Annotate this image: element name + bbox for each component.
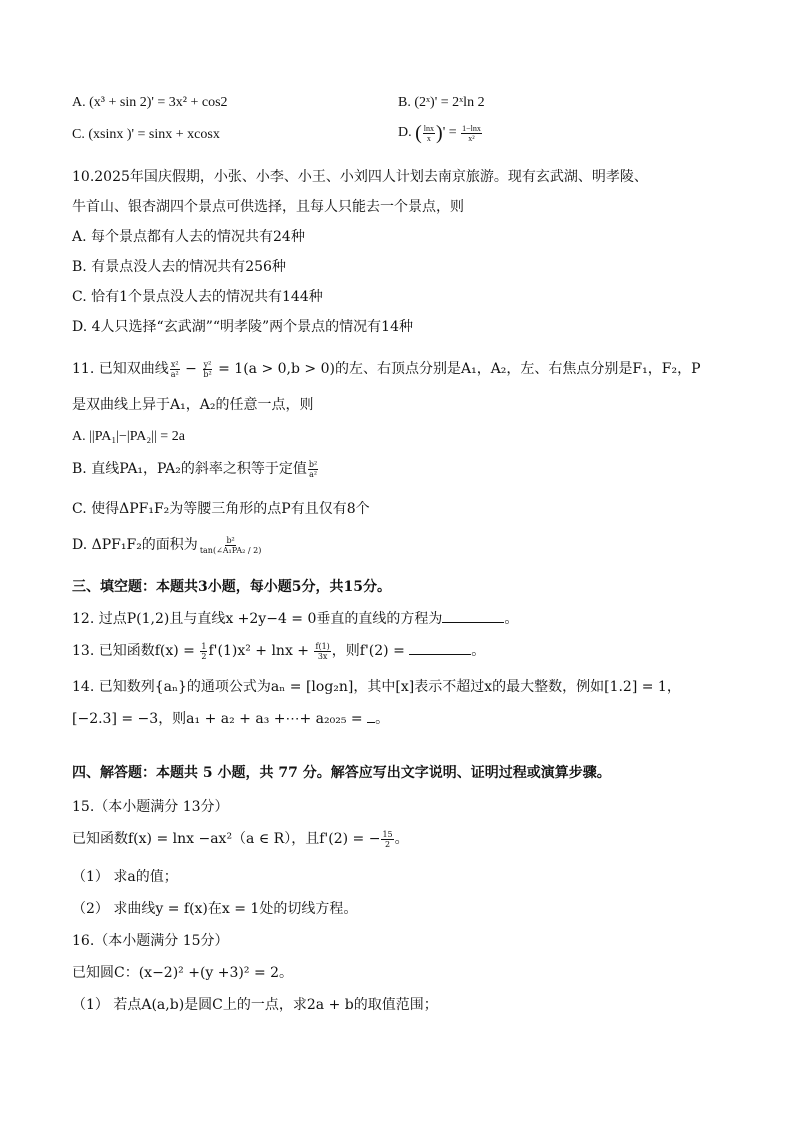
q9-option-a: A. (x³ + sin 2)' = 3x² + cos2 [72,95,228,110]
q9-d-fraction-right: $\frac{1-\ln x}{\text{x²}}$ [462,123,481,143]
section3-title: 三、填空题：本题共3小题，每小题5分，共15分。 [72,579,391,595]
q15-part1: （1） 求a的值； [72,869,178,885]
section4-title: 四、解答题：本题共 5 小题，共 77 分。解答应写出文字说明、证明过程或演算步骤。 [72,765,611,781]
q16-heading: 16.（本小题满分 15分） [72,933,229,949]
q9-option-b: B. (2ˣ)' = 2ˣln 2 [398,95,485,110]
q12-answer-blank [442,608,504,623]
q11-stem-line1: 11. 已知双曲线 $\frac{\text{x²}}{\text{a²}}$ − $\frac{\text{y²}}{\text{b²}}$ = 1(a > 0,b > 0)的左、右顶点分别是A₁，A₂，左、右焦点分别是F₁，F₂，P [72,359,701,379]
q16-stem: 已知圆C：(x−2)² +(y +3)² = 2。 [72,965,294,981]
q10-stem-line1: 10.2025年国庆假期，小张、小李、小王、小刘四人计划去南京旅游。现有玄武湖、明孝陵、 [72,169,648,185]
q13: 13. 已知函数f(x) = $\frac{1}{2}$ f'(1)x² + lnx + $\frac{f(1)}{3x}$ ，则f'(2) = 。 [72,641,486,661]
q10-option-a: A. 每个景点都有人去的情况共有24种 [72,229,305,245]
q9-option-d: D. ( $\frac{\ln x}{x}$ )' = $\frac{1-\ln x}{\text{x²}}$ [398,122,481,144]
q14-line1: 14. 已知数列{aₙ}的通项公式为aₙ = [log₂n]，其中[x]表示不超过x的最大整数，例如[1.2] = 1， [72,679,681,695]
q11-option-a: A. ||PA₁|−|PA₂|| = 2a [72,429,185,444]
q15-heading: 15.（本小题满分 13分） [72,799,229,815]
q13-answer-blank [409,640,471,655]
q12: 12. 过点P(1,2)且与直线x +2y−4 = 0垂直的直线的方程为 。 [72,608,518,630]
q9-d-fraction-left: $\frac{\ln x}{x}$ [423,123,435,143]
q10-option-b: B. 有景点没人去的情况共有256种 [72,259,286,275]
q16-part1: （1） 若点A(a,b)是圆C上的一点，求2a + b的取值范围； [72,997,438,1013]
q15-part2: （2） 求曲线y = f(x)在x = 1处的切线方程。 [72,901,358,917]
q9-option-c: C. (xsinx )' = sinx + xcosx [72,127,220,142]
q11-option-b: B. 直线PA₁，PA₂的斜率之积等于定值 $\frac{\text{b²}}{\text{a²}}$ [72,459,318,479]
q10-option-d: D. 4人只选择“玄武湖”“明孝陵”两个景点的情况有14种 [72,319,413,335]
q10-stem-line2: 牛首山、银杏湖四个景点可供选择，且每人只能去一个景点，则 [72,199,464,215]
q11-option-d: D. ΔPF₁F₂的面积为 $\frac{\text{b²}}{\text{tan(∠A₁PA₂ / 2)}}$ [72,535,262,555]
q14-answer-blank [367,710,375,723]
q14-line2: [−2.3] = −3，则a₁ + a₂ + a₃ +⋯+ a₂₀₂₅ = 。 [72,711,390,727]
q11-stem-line2: 是双曲线上异于A₁，A₂的任意一点，则 [72,397,314,413]
q15-stem: 已知函数f(x) = lnx −ax²（a ∈ R），且f'(2) = − $\frac{15}{2}$ 。 [72,829,409,849]
q10-option-c: C. 恰有1个景点没人去的情况共有144种 [72,289,323,305]
q11-option-c: C. 使得ΔPF₁F₂为等腰三角形的点P有且仅有8个 [72,501,370,517]
